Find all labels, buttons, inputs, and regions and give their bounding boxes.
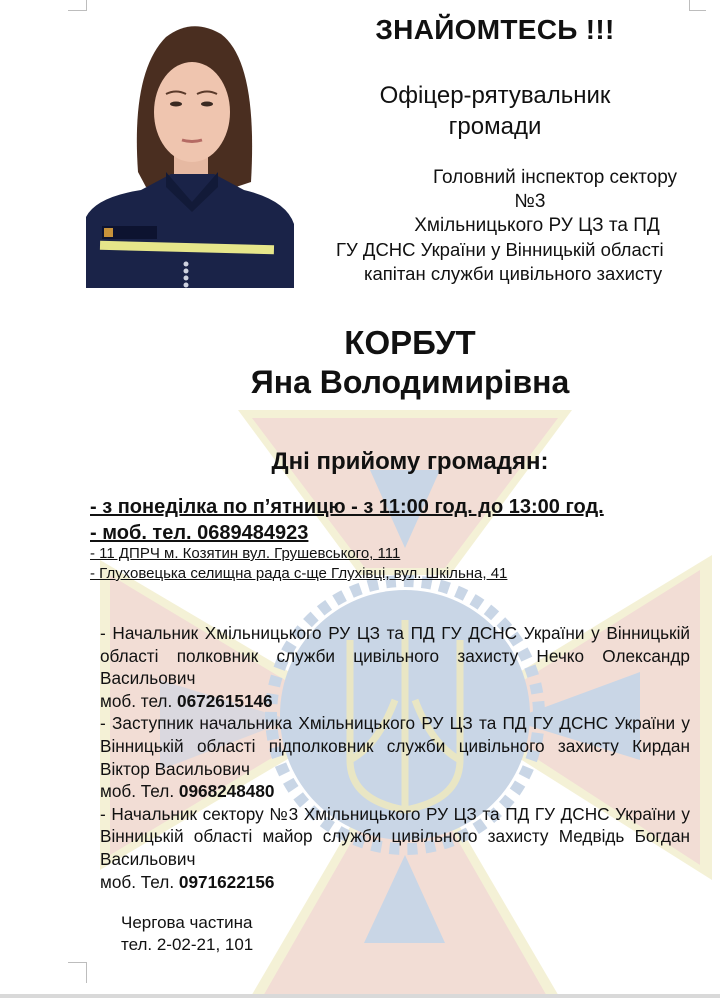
contact-item	[100, 622, 690, 712]
position-line-4: ГУ ДСНС України у Вінницькій області	[336, 239, 664, 260]
duty-title: Чергова частина	[121, 913, 253, 932]
position-line-5: капітан служби цивільного захисту	[364, 263, 663, 284]
contact-phone: 0672615146	[177, 690, 273, 711]
contact-phone: 0971622156	[178, 871, 275, 892]
contact-description: - Заступник начальника Хмільницького РУ ЦЗ та ПД ГУ ДСНС України у Вінницькій області підполковник служби цивільного захисту Кирдан Віктор Васильович	[100, 713, 690, 779]
reception-schedule-block	[90, 494, 710, 546]
page-bottom-edge	[0, 994, 720, 998]
position-block	[330, 166, 720, 286]
contact-description: - Начальник Хмільницького РУ ЦЗ та ПД ГУ ДСНС України у Вінницькій області полковник служби цивільного захисту Нечко Олександр Васильович	[100, 623, 690, 689]
contact-phone-line	[100, 690, 690, 713]
duty-block	[121, 912, 361, 956]
page-title: ЗНАЙОМТЕСЬ !!!	[375, 14, 615, 45]
contact-phone-line	[100, 780, 690, 803]
reception-address-2: - Глуховецька селищна рада с-ще Глухівці, вул. Шкільна, 41	[90, 565, 508, 582]
role-title	[330, 80, 660, 142]
contact-item	[100, 712, 690, 802]
contact-item	[100, 803, 690, 893]
reception-address-1: - 11 ДПРЧ м. Козятин вул. Грушевського, 111	[90, 545, 401, 562]
contact-phone-label: моб. тел.	[100, 690, 173, 711]
portrait-photo	[86, 12, 294, 288]
contacts-list	[100, 622, 690, 893]
position-line-3: Хмільницького РУ ЦЗ та ПД	[414, 215, 660, 236]
position-line-1: Головний інспектор сектору	[432, 167, 678, 188]
position-line-2: №3	[514, 191, 546, 212]
duty-phone: тел. 2-02-21, 101	[121, 935, 254, 954]
reception-phone: - моб. тел. 0689484923	[90, 522, 309, 544]
contact-description: - Начальник сектору №3 Хмільницького РУ ЦЗ та ПД ГУ ДСНС України у Вінницькій області майор служби цивільного захисту Медвідь Богдан Васильович	[100, 803, 690, 869]
role-line-1: Офіцер-рятувальник	[379, 82, 611, 109]
person-given-names: Яна Володимирівна	[250, 364, 570, 400]
contact-phone-label: моб. Тел.	[100, 781, 175, 802]
contact-phone-line	[100, 871, 690, 894]
contact-phone: 0968248480	[178, 781, 275, 802]
contact-phone-label: моб. Тел.	[100, 871, 175, 892]
reception-addresses	[90, 544, 710, 584]
role-line-2: громади	[448, 113, 542, 140]
reception-title: Дні прийому громадян:	[271, 448, 549, 475]
person-surname: КОРБУТ	[344, 324, 476, 361]
reception-schedule: - з понеділка по п’ятницю - з 11:00 год. до 13:00 год.	[90, 496, 604, 518]
